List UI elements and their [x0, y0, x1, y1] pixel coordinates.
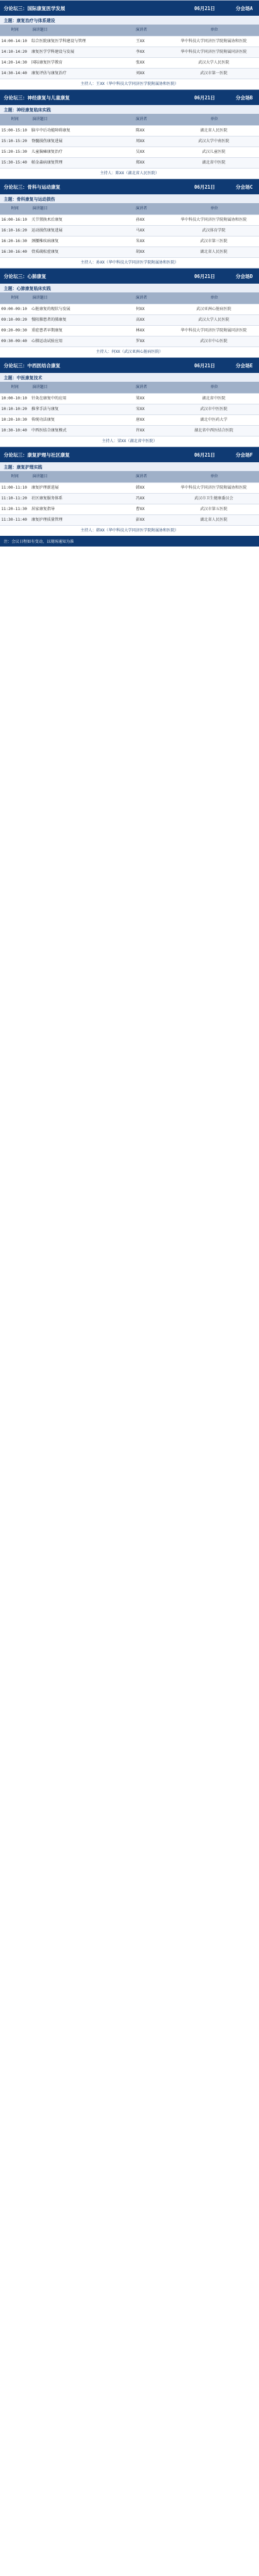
row-time: 10:30-10:40	[1, 428, 27, 433]
column-header: 演讲者	[135, 385, 147, 389]
column-header: 演讲者	[135, 296, 147, 300]
section-title: 分论坛三：神经康复与儿童康复	[4, 94, 70, 101]
row-topic: 中西医结合康复模式	[31, 428, 67, 433]
row-speaker: 李XX	[136, 50, 145, 54]
section-title: 分论坛三：康复护理与社区康复	[4, 452, 70, 458]
row-speaker: 林XX	[136, 328, 145, 333]
table-row	[0, 414, 259, 425]
row-time: 14:30-14:40	[1, 71, 27, 75]
row-affiliation: 武汉市卫生健康委员会	[194, 496, 233, 501]
row-topic: 关节置换术后康复	[31, 218, 63, 222]
table-row	[0, 404, 259, 414]
row-affiliation: 湖北中医药大学	[200, 418, 228, 422]
agenda-section	[0, 179, 259, 268]
column-header: 演讲题目	[32, 385, 48, 389]
column-header: 演讲者	[135, 28, 147, 32]
row-time: 15:10-15:20	[1, 139, 27, 143]
section-header	[0, 447, 259, 462]
table-row	[0, 136, 259, 147]
row-speaker: 罗XX	[136, 339, 145, 343]
table-header	[0, 25, 259, 36]
column-header: 时间	[11, 474, 19, 479]
row-affiliation: 武汉市第一医院	[200, 71, 228, 75]
section-title: 分论坛三：国际康复医学发展	[4, 5, 65, 11]
row-speaker: 吴XX	[136, 150, 145, 154]
column-header: 单位	[210, 474, 218, 479]
table-row	[0, 504, 259, 514]
agenda-section	[0, 0, 259, 89]
row-topic: 传统功法康复	[31, 418, 55, 422]
row-time: 11:20-11:30	[1, 507, 27, 511]
section-room: 分会场E	[235, 363, 253, 369]
agenda-section	[0, 357, 259, 447]
section-header	[0, 358, 259, 373]
row-topic: 针灸在康复中的应用	[31, 396, 67, 401]
row-topic: 国际康复医学教育	[31, 60, 63, 65]
table-row	[0, 425, 259, 436]
column-header: 时间	[11, 28, 19, 32]
section-title: 分论坛三：骨科与运动康复	[4, 184, 60, 190]
column-header: 单位	[210, 117, 218, 121]
row-topic: 颈腰椎疾病康复	[31, 239, 59, 243]
row-affiliation: 武汉儿童医院	[202, 150, 226, 154]
section-date: 06月21日	[194, 363, 215, 369]
table-row	[0, 393, 259, 404]
column-header: 演讲者	[135, 117, 147, 121]
section-date: 06月21日	[194, 184, 215, 190]
row-affiliation: 华中科技大学同济医学院附属同济医院	[180, 50, 247, 54]
agenda-section	[0, 268, 259, 357]
row-time: 14:20-14:30	[1, 60, 27, 65]
row-time: 14:00-14:10	[1, 39, 27, 43]
row-time: 16:30-16:40	[1, 250, 27, 254]
moderator-line: 主持人：陈XX（湖北省人民医院）	[0, 168, 259, 179]
row-topic: 儿童脑瘫康复治疗	[31, 150, 63, 154]
row-topic: 综合医院康复医学科建设与管理	[31, 39, 86, 43]
table-row	[0, 47, 259, 57]
table-row	[0, 125, 259, 136]
row-speaker: 冯XX	[136, 496, 145, 501]
column-header: 演讲题目	[32, 117, 48, 121]
row-time: 11:00-11:10	[1, 486, 27, 490]
column-header: 演讲题目	[32, 474, 48, 479]
row-speaker: 张XX	[136, 60, 145, 65]
row-topic: 居家康复指导	[31, 507, 55, 511]
row-affiliation: 武汉大学中南医院	[198, 139, 229, 143]
row-speaker: 许XX	[136, 428, 145, 433]
column-header: 单位	[210, 296, 218, 300]
row-time: 10:20-10:30	[1, 418, 27, 422]
row-topic: 慢阻肺患者的肺康复	[31, 318, 67, 322]
table-row	[0, 247, 259, 257]
row-affiliation: 华中科技大学同济医学院附属协和医院	[180, 486, 247, 490]
section-date: 06月21日	[194, 95, 215, 101]
row-time: 14:10-14:20	[1, 50, 27, 54]
row-affiliation: 武汉大学人民医院	[198, 318, 229, 322]
row-time: 11:10-11:20	[1, 496, 27, 501]
row-time: 15:00-15:10	[1, 128, 27, 133]
row-speaker: 王XX	[136, 39, 145, 43]
row-affiliation: 武汉市中医医院	[200, 407, 228, 411]
row-affiliation: 湖北省人民医院	[200, 518, 228, 522]
section-theme: 主题：康复治疗与体系建设	[0, 16, 259, 25]
section-room: 分会场D	[235, 274, 253, 279]
row-topic: 康复医学学科建设与发展	[31, 50, 75, 54]
agenda-section	[0, 447, 259, 536]
row-speaker: 唐XX	[136, 418, 145, 422]
table-row	[0, 225, 259, 236]
column-header: 时间	[11, 206, 19, 211]
table-row	[0, 236, 259, 247]
table-row	[0, 214, 259, 225]
row-speaker: 胡XX	[136, 250, 145, 254]
row-time: 11:30-11:40	[1, 518, 27, 522]
row-time: 15:30-15:40	[1, 160, 27, 165]
row-speaker: 孙XX	[136, 218, 145, 222]
row-affiliation: 湖北省人民医院	[200, 128, 228, 133]
row-speaker: 韩XX	[136, 486, 145, 490]
section-room: 分会场F	[235, 452, 253, 458]
row-speaker: 周XX	[136, 139, 145, 143]
row-topic: 康复护理新进展	[31, 486, 59, 490]
row-speaker: 刘XX	[136, 71, 145, 75]
row-time: 15:20-15:30	[1, 150, 27, 154]
column-header: 时间	[11, 385, 19, 389]
row-affiliation: 湖北省中西医结合医院	[194, 428, 233, 433]
row-topic: 心肺运动试验应用	[31, 339, 63, 343]
row-affiliation: 武汉大学人民医院	[198, 60, 229, 65]
table-row	[0, 482, 259, 493]
section-header	[0, 269, 259, 284]
row-affiliation: 湖北省中医院	[202, 396, 226, 401]
table-row	[0, 57, 259, 68]
row-topic: 康复评估与康复治疗	[31, 71, 67, 75]
column-header: 时间	[11, 296, 19, 300]
row-affiliation: 湖北省中医院	[202, 160, 226, 165]
moderator-line: 主持人：梁XX（湖北省中医院）	[0, 436, 259, 447]
row-speaker: 梁XX	[136, 396, 145, 401]
section-header	[0, 179, 259, 194]
row-affiliation: 武汉市第五医院	[200, 507, 228, 511]
row-time: 09:10-09:20	[1, 318, 27, 322]
row-topic: 心脏康复的现状与发展	[31, 307, 70, 311]
row-affiliation: 华中科技大学同济医学院附属同济医院	[180, 328, 247, 333]
column-header: 单位	[210, 206, 218, 211]
section-date: 06月21日	[194, 452, 215, 458]
section-theme: 主题：中医康复技术	[0, 373, 259, 382]
moderator-line: 主持人：王XX（华中科技大学同济医学院附属协和医院）	[0, 79, 259, 89]
section-room: 分会场C	[235, 184, 253, 190]
row-time: 16:10-16:20	[1, 228, 27, 233]
row-speaker: 宋XX	[136, 407, 145, 411]
row-time: 09:00-09:10	[1, 307, 27, 311]
row-time: 09:30-09:40	[1, 339, 27, 343]
table-row	[0, 304, 259, 314]
table-row	[0, 493, 259, 504]
row-speaker: 何XX	[136, 307, 145, 311]
row-topic: 推拿手法与康复	[31, 407, 59, 411]
column-header: 演讲者	[135, 206, 147, 211]
row-affiliation: 武汉市第三医院	[200, 239, 228, 243]
moderator-line: 主持人：韩XX（华中科技大学同济医学院附属协和医院）	[0, 525, 259, 536]
section-title: 分论坛三：中西医结合康复	[4, 362, 60, 369]
moderator-line: 主持人：孙XX（华中科技大学同济医学院附属协和医院）	[0, 257, 259, 268]
footer-note: 注：会议日程如有变动，以现场通知为准	[0, 536, 259, 547]
column-header: 单位	[210, 28, 218, 32]
row-topic: 脑卒中后功能障碍康复	[31, 128, 70, 133]
table-header	[0, 471, 259, 482]
column-header: 演讲题目	[32, 28, 48, 32]
row-speaker: 曹XX	[136, 507, 145, 511]
row-topic: 脊髓损伤康复进展	[31, 139, 63, 143]
row-topic: 康复护理质量管理	[31, 518, 63, 522]
row-speaker: 马XX	[136, 228, 145, 233]
table-row	[0, 336, 259, 347]
column-header: 单位	[210, 385, 218, 389]
section-theme: 主题：骨科康复与运动损伤	[0, 194, 259, 203]
row-affiliation: 武汉市中心医院	[200, 339, 228, 343]
row-speaker: 朱XX	[136, 239, 145, 243]
section-room: 分会场B	[235, 95, 253, 101]
row-affiliation: 武汉亚洲心脏病医院	[196, 307, 231, 311]
row-affiliation: 华中科技大学同济医学院附属协和医院	[180, 39, 247, 43]
row-topic: 运动损伤康复进展	[31, 228, 63, 233]
table-header	[0, 382, 259, 393]
section-theme: 主题：神经康复临床实践	[0, 105, 259, 114]
section-theme: 主题：心肺康复临床实践	[0, 284, 259, 292]
section-title: 分论坛三：心肺康复	[4, 273, 47, 279]
agenda-section	[0, 89, 259, 179]
row-topic: 帕金森病康复管理	[31, 160, 63, 165]
section-room: 分会场A	[235, 6, 253, 11]
table-row	[0, 157, 259, 168]
row-speaker: 陈XX	[136, 128, 145, 133]
row-affiliation: 华中科技大学同济医学院附属协和医院	[180, 218, 247, 222]
column-header: 演讲者	[135, 474, 147, 479]
table-header	[0, 203, 259, 214]
row-time: 16:20-16:30	[1, 239, 27, 243]
row-affiliation: 湖北省人民医院	[200, 250, 228, 254]
row-time: 09:20-09:30	[1, 328, 27, 333]
table-header	[0, 292, 259, 304]
row-speaker: 郑XX	[136, 160, 145, 165]
row-time: 10:10-10:20	[1, 407, 27, 411]
row-speaker: 彭XX	[136, 518, 145, 522]
table-row	[0, 36, 259, 47]
section-date: 06月21日	[194, 274, 215, 279]
table-row	[0, 68, 259, 79]
section-header	[0, 90, 259, 105]
table-row	[0, 325, 259, 336]
table-row	[0, 314, 259, 325]
column-header: 演讲题目	[32, 206, 48, 211]
row-time: 10:00-10:10	[1, 396, 27, 401]
row-speaker: 高XX	[136, 318, 145, 322]
section-date: 06月21日	[194, 6, 215, 11]
column-header: 时间	[11, 117, 19, 121]
table-row	[0, 147, 259, 157]
column-header: 演讲题目	[32, 296, 48, 300]
row-topic: 社区康复服务体系	[31, 496, 63, 501]
table-header	[0, 114, 259, 125]
row-topic: 重症患者早期康复	[31, 328, 63, 333]
row-time: 16:00-16:10	[1, 218, 27, 222]
section-theme: 主题：康复护理实践	[0, 462, 259, 471]
moderator-line: 主持人：何XX（武汉亚洲心脏病医院）	[0, 347, 259, 357]
row-topic: 骨质疏松症康复	[31, 250, 59, 254]
table-row	[0, 514, 259, 525]
section-header	[0, 1, 259, 16]
row-affiliation: 武汉体育学院	[202, 228, 226, 233]
